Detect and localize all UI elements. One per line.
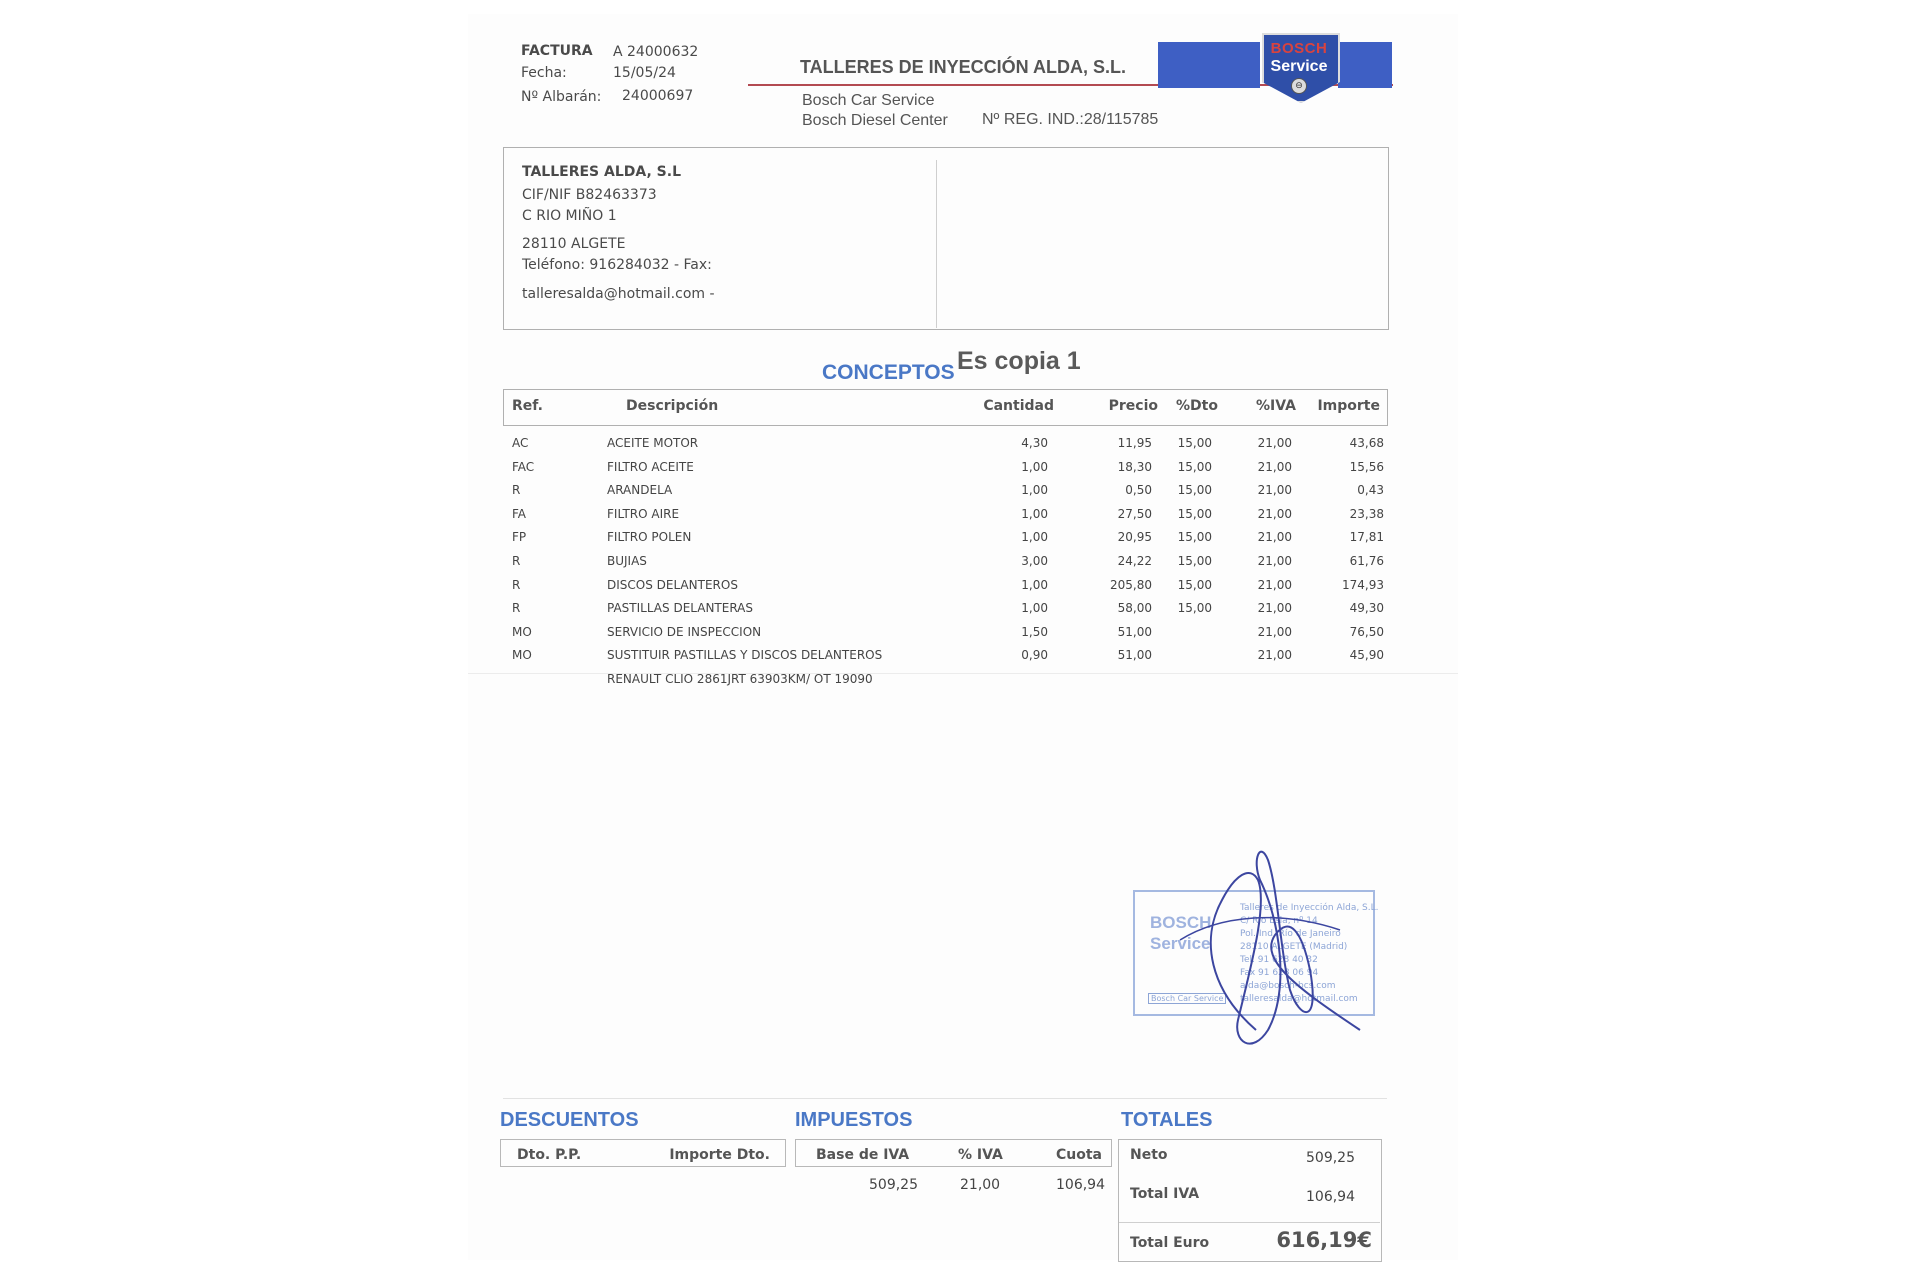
client-box-divider (936, 160, 937, 328)
col-precio: Precio (1108, 398, 1158, 414)
col-cantidad: Cantidad (983, 398, 1054, 414)
cell-iva: 21,00 (1257, 601, 1292, 616)
neto-value: 509,25 (1306, 1150, 1355, 1166)
cell-desc: BUJIAS (607, 554, 647, 568)
total-iva-value: 106,94 (1306, 1189, 1355, 1205)
cell-importe: 45,90 (1349, 648, 1384, 663)
col-importe: Importe (1317, 398, 1380, 414)
cell-qty: 1,00 (1021, 530, 1048, 545)
table-row (0, 625, 1920, 647)
descuentos-col-importe: Importe Dto. (669, 1147, 770, 1163)
cell-ref: FP (512, 530, 527, 545)
stamp-line: Talleres de Inyección Alda, S.L. (1240, 903, 1379, 913)
neto-label: Neto (1130, 1147, 1168, 1163)
col-dto: %Dto (1176, 398, 1218, 414)
factura-number: A 24000632 (613, 44, 699, 60)
totales-divider (1119, 1222, 1380, 1223)
cell-dto: 15,00 (1177, 554, 1212, 568)
stamp-line: C/ Río Esla, nº 14 (1240, 916, 1318, 926)
cell-importe: 0,43 (1357, 483, 1384, 498)
cell-price: 58,00 (1117, 601, 1152, 616)
col-descripcion: Descripción (626, 398, 719, 414)
impuestos-col-base: Base de IVA (816, 1147, 910, 1163)
impuestos-base-value: 509,25 (869, 1177, 918, 1193)
cell-price: 51,00 (1117, 624, 1152, 639)
cell-desc: ACEITE MOTOR (607, 436, 699, 450)
stamp-line: Tel. 91 628 40 32 (1240, 955, 1318, 965)
cell-iva: 21,00 (1257, 506, 1292, 521)
total-euro-label: Total Euro (1130, 1235, 1210, 1251)
table-row (0, 554, 1920, 576)
cell-importe: 17,81 (1349, 530, 1384, 545)
cell-price: 51,00 (1117, 648, 1152, 663)
table-row (0, 507, 1920, 529)
cell-iva: 21,00 (1257, 554, 1292, 568)
stamp-line: 28110 ALGETE (Madrid) (1240, 942, 1348, 952)
col-ref: Ref. (512, 398, 543, 414)
cell-iva: 21,00 (1257, 436, 1292, 450)
cell-qty: 1,00 (1021, 601, 1048, 616)
cell-dto: 15,00 (1177, 436, 1212, 450)
cell-importe: 15,56 (1349, 459, 1384, 474)
summary-top-rule (503, 1098, 1387, 1099)
issuer-name: TALLERES DE INYECCIÓN ALDA, S.L. (800, 57, 1127, 77)
descuentos-title: DESCUENTOS (500, 1109, 639, 1131)
cell-desc: SERVICIO DE INSPECCION (607, 624, 762, 639)
impuestos-col-cuota: Cuota (1056, 1147, 1102, 1163)
cell-qty: 1,00 (1021, 506, 1048, 521)
cell-ref: R (512, 483, 521, 498)
cell-ref: FAC (512, 459, 535, 474)
cell-price: 205,80 (1110, 577, 1152, 592)
cell-iva: 21,00 (1257, 624, 1292, 639)
cell-desc: DISCOS DELANTEROS (607, 577, 738, 592)
impuestos-cuota-value: 106,94 (1056, 1177, 1105, 1193)
cell-qty: 0,90 (1021, 648, 1048, 663)
cell-dto: 15,00 (1177, 530, 1212, 545)
table-row (0, 483, 1920, 505)
cell-importe: 43,68 (1349, 436, 1384, 450)
cell-iva: 21,00 (1257, 459, 1292, 474)
bosch-logo-word: BOSCH (1270, 40, 1328, 57)
cell-importe: 49,30 (1349, 601, 1384, 616)
table-row (0, 436, 1920, 458)
cell-ref: MO (512, 648, 532, 663)
cell-importe: 76,50 (1349, 624, 1384, 639)
logo-blue-bar-right (1338, 42, 1392, 88)
cell-ref: R (512, 554, 521, 568)
handwritten-signature (1140, 820, 1400, 1070)
impuestos-title: IMPUESTOS (795, 1109, 913, 1131)
stamp-brand-bosch: BOSCH (1150, 913, 1212, 932)
cell-dto: 15,00 (1177, 601, 1212, 616)
stamp-footer: Bosch Car Service (1148, 993, 1226, 1004)
impuestos-pct-value: 21,00 (960, 1177, 1001, 1193)
cell-importe: 61,76 (1349, 554, 1384, 568)
table-row (0, 648, 1920, 670)
logo-blue-bar-left (1158, 42, 1260, 88)
cell-iva: 21,00 (1257, 483, 1292, 498)
cell-desc: FILTRO POLEN (607, 530, 692, 545)
cell-desc: FILTRO AIRE (607, 506, 680, 521)
stamp-line: talleresalda@hotmail.com (1240, 994, 1358, 1004)
cell-price: 18,30 (1117, 459, 1152, 474)
cell-qty: 1,50 (1021, 624, 1048, 639)
cell-iva: 21,00 (1257, 577, 1292, 592)
service-logo-word: Service (1270, 58, 1328, 75)
table-row (0, 460, 1920, 482)
client-email: talleresalda@hotmail.com - (522, 286, 715, 302)
factura-label: FACTURA (521, 43, 593, 59)
cell-dto: 15,00 (1177, 459, 1212, 474)
cell-ref: R (512, 577, 521, 592)
cell-price: 0,50 (1125, 483, 1152, 498)
cell-qty: 1,00 (1021, 459, 1048, 474)
issuer-line-diesel-center: Bosch Diesel Center (802, 112, 948, 129)
cell-importe: 174,93 (1342, 577, 1384, 592)
client-address: C RIO MIÑO 1 (522, 208, 617, 224)
vehicle-note: RENAULT CLIO 2861JRT 63903KM/ OT 19090 (607, 672, 873, 686)
cell-dto: 15,00 (1177, 483, 1212, 498)
impuestos-col-pct: % IVA (958, 1147, 1003, 1163)
cell-desc: FILTRO ACEITE (607, 459, 694, 474)
table-row (0, 578, 1920, 600)
cell-dto: 15,00 (1177, 577, 1212, 592)
total-iva-label: Total IVA (1130, 1186, 1200, 1202)
bosch-armature-icon: ⊖ (1291, 78, 1307, 94)
col-iva: %IVA (1256, 398, 1296, 414)
table-row (0, 601, 1920, 623)
cell-desc: SUSTITUIR PASTILLAS Y DISCOS DELANTEROS (607, 648, 883, 663)
cell-iva: 21,00 (1257, 648, 1292, 663)
conceptos-title: CONCEPTOS (822, 361, 955, 384)
issuer-registry: Nº REG. IND.:28/115785 (982, 111, 1159, 128)
cell-desc: PASTILLAS DELANTERAS (607, 601, 754, 616)
cell-ref: FA (512, 506, 527, 521)
cell-qty: 1,00 (1021, 577, 1048, 592)
cell-desc: ARANDELA (607, 483, 673, 498)
client-cif: CIF/NIF B82463373 (522, 187, 657, 203)
cell-price: 20,95 (1117, 530, 1152, 545)
descuentos-col-dto-pp: Dto. P.P. (517, 1147, 582, 1163)
totales-title: TOTALES (1121, 1109, 1213, 1131)
cell-price: 24,22 (1117, 554, 1152, 568)
client-phone: Teléfono: 916284032 - Fax: (522, 257, 712, 273)
fecha-value: 15/05/24 (613, 65, 676, 81)
copy-note: Es copia 1 (957, 347, 1081, 375)
cell-price: 11,95 (1117, 436, 1152, 450)
stamp-brand-service: Service (1150, 934, 1211, 953)
stamp-line: Fax 91 628 06 94 (1240, 968, 1319, 978)
fecha-label: Fecha: (521, 65, 567, 81)
client-name: TALLERES ALDA, S.L (522, 164, 681, 180)
issuer-line-car-service: Bosch Car Service (802, 92, 935, 109)
cell-ref: AC (512, 436, 529, 450)
client-city: 28110 ALGETE (522, 236, 626, 252)
total-euro-value: 616,19€ (1276, 1228, 1372, 1252)
cell-qty: 3,00 (1021, 554, 1048, 568)
cell-ref: MO (512, 624, 532, 639)
cell-price: 27,50 (1117, 506, 1152, 521)
cell-iva: 21,00 (1257, 530, 1292, 545)
stamp-line: alda@bosch-bcs.com (1240, 981, 1336, 991)
cell-importe: 23,38 (1349, 506, 1384, 521)
cell-dto: 15,00 (1177, 506, 1212, 521)
cell-ref: R (512, 601, 521, 616)
cell-qty: 1,00 (1021, 483, 1048, 498)
stamp-line: Pol. Ind. Río de Janeiro (1240, 929, 1341, 939)
albaran-value: 24000697 (622, 88, 694, 104)
albaran-label: Nº Albarán: (521, 89, 602, 105)
cell-qty: 4,30 (1021, 436, 1048, 450)
table-row (0, 530, 1920, 552)
